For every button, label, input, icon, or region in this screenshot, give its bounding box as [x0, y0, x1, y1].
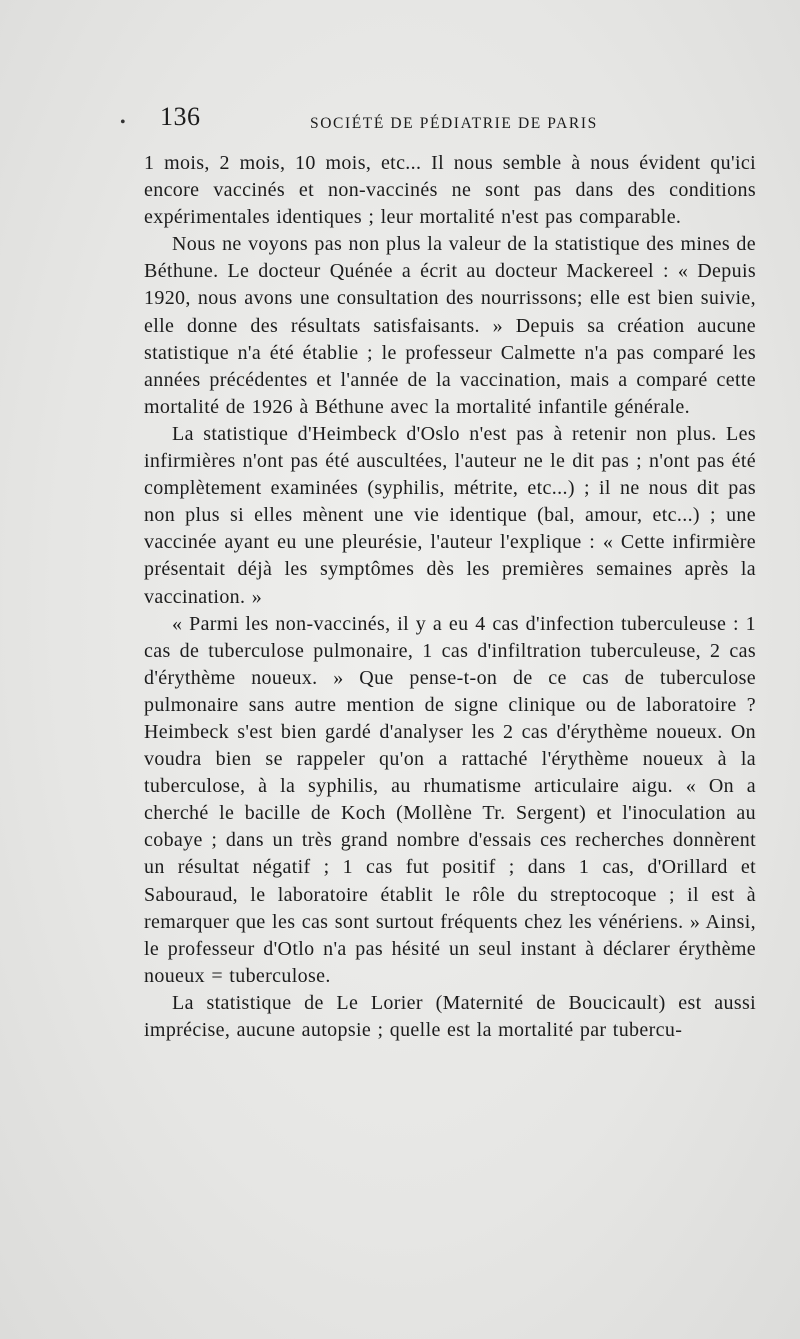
body-text [144, 150, 756, 1044]
page-header [150, 100, 760, 140]
paragraph-5: La statistique de Le Lorier (Maternité de Boucicault) est aussi imprécise, aucune autopsie ; quelle est la mortalité par tubercu- [144, 991, 756, 1041]
paragraph-1: 1 mois, 2 mois, 10 mois, etc... Il nous semble à nous évident qu'ici encore vaccinés et non-vaccinés ne sont pas dans des conditions expérimentales identiques ; leur mortalité n'est pas comparable. [144, 152, 756, 229]
paragraph-2: Nous ne voyons pas non plus la valeur de la statistique des mines de Béthune. Le docteur Quénée a écrit au docteur Mackereel : « Depuis 1920, nous avons une consultation des nourrissons; elle est bien suivie, elle donne des résultats satisfaisants. » Depuis sa création aucune statistique n'a été établie ; le professeur Calmette n'a pas comparé les années précédentes et l'année de la vaccination, mais a comparé cette mortalité de 1926 à Béthune avec la mortalité infantile générale. [144, 233, 756, 418]
paragraph-3: La statistique d'Heimbeck d'Oslo n'est pas à retenir non plus. Les infirmières n'ont pas été auscultées, l'auteur ne le dit pas ; n'ont pas été complètement examinées (syphilis, métrite, etc...) ; il ne nous dit pas non plus si elles mènent une vie identique (bal, amour, etc...) ; une vaccinée ayant eu une pleurésie, l'auteur l'explique : « Cette infirmière présentait déjà les symptômes dès les premières semaines après la vaccination. » [144, 422, 756, 608]
margin-mark: • [120, 114, 126, 131]
running-head: SOCIÉTÉ DE PÉDIATRIE DE PARIS [310, 115, 598, 132]
page-number: 136 [160, 102, 201, 131]
paragraph-4: « Parmi les non-vaccinés, il y a eu 4 cas d'infection tuberculeuse : 1 cas de tuberculose pulmonaire, 1 cas d'infiltration tuberculeuse, 2 cas d'érythème noueux. » Que pense-t-on de ce cas de tuberculose pulmonaire sans autre mention de signe clinique ou de laboratoire ? Heimbeck s'est bien gardé d'analyser les 2 cas d'érythème noueux. On voudra bien se rappeler qu'on a rattaché l'érythème noueux à la tuberculose, à la syphilis, au rhumatisme articulaire aigu. « On a cherché le bacille de Koch (Mollène Tr. Sergent) et l'inoculation au cobaye ; dans un très grand nombre d'essais ces recherches donnèrent un résultat négatif ; 1 cas fut positif ; dans 1 cas, d'Orillard et Sabouraud, le laboratoire établit le rôle du streptocoque ; il est à remarquer que les cas sont surtout fréquents chez les vénériens. » Ainsi, le professeur d'Otlo n'a pas hésité un seul instant à déclarer érythème noueux = tuberculose. [144, 612, 756, 987]
